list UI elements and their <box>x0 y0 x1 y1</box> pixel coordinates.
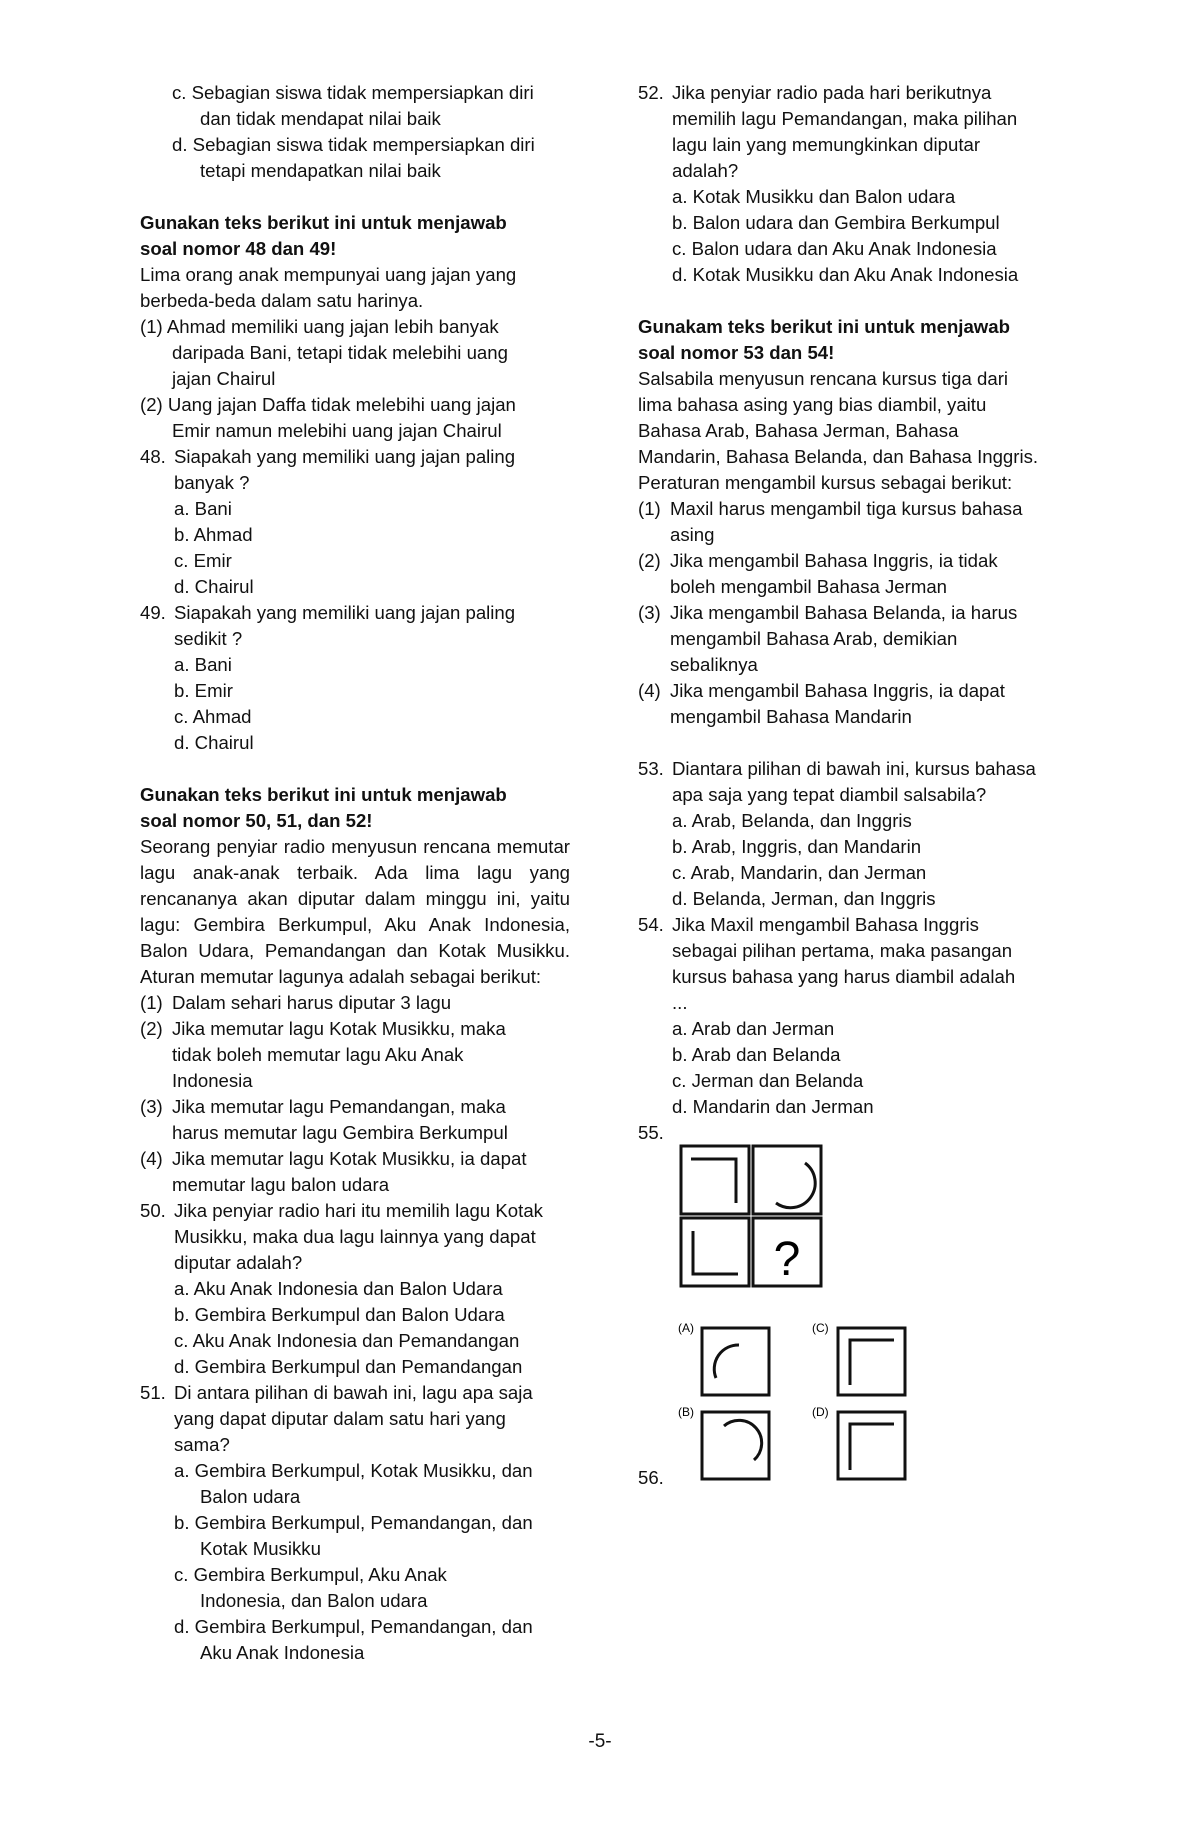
rule-1-cont: jajan Chairul <box>172 368 276 389</box>
rule-2-cont: boleh mengambil Bahasa Jerman <box>670 576 947 597</box>
question-text-cont: ... <box>672 992 688 1013</box>
puzzle-cell-3 <box>681 1218 749 1286</box>
option-a: a. Bani <box>174 498 232 519</box>
option-b: b. Arab, Inggris, dan Mandarin <box>672 836 922 857</box>
option-c: c. Sebagian siswa tidak mempersiapkan diri <box>172 82 534 103</box>
option-d: d. Sebagian siswa tidak mempersiapkan diri <box>172 134 535 155</box>
option-a: a. Aku Anak Indonesia dan Balon Udara <box>174 1278 503 1299</box>
option-d: d. Chairul <box>174 732 254 753</box>
option-a-label: (A) <box>678 1321 694 1335</box>
question-50 <box>140 1198 570 1224</box>
option-c-corner-shape <box>850 1340 894 1385</box>
rule-text: Jika memutar lagu Kotak Musikku, maka <box>172 1018 506 1039</box>
option-b-label: (B) <box>678 1405 694 1419</box>
rule-number: (1) <box>140 992 163 1013</box>
question-48 <box>140 444 570 470</box>
intro-paragraph: Seorang penyiar radio menyusun rencana memutar lagu anak-anak terbaik. Ada lima lagu yang rencananya akan diputar dalam minggu ini, yaitu lagu: Gembira Berkumpul, Aku Anak Indonesia, Balon Udara, Pemandangan dan Kotak Musikku. Aturan memutar lagunya adalah sebagai berikut: <box>140 836 570 987</box>
rule-1: (1) Ahmad memiliki uang jajan lebih banyak <box>140 316 499 337</box>
rule-number: (2) <box>638 550 661 571</box>
question-mark: ? <box>773 1233 801 1286</box>
question-49 <box>140 600 570 626</box>
option-a: a. Kotak Musikku dan Balon udara <box>672 186 956 207</box>
intro-text: berbeda-beda dalam satu harinya. <box>140 290 424 311</box>
left-column <box>140 80 570 1666</box>
rule-number: (4) <box>638 680 661 701</box>
rule-number: (2) <box>140 1018 163 1039</box>
option-c-label: (C) <box>812 1321 829 1335</box>
question-text-cont: kursus bahasa yang harus diambil adalah <box>672 966 1016 987</box>
intro-text: Lima orang anak mempunyai uang jajan yang <box>140 264 517 285</box>
question-53 <box>638 756 1078 782</box>
rule-text: Jika mengambil Bahasa Belanda, ia harus <box>670 602 1018 623</box>
option-d: d. Mandarin dan Jerman <box>672 1096 874 1117</box>
rule-4-cont: memutar lagu balon udara <box>172 1174 390 1195</box>
option-a: a. Arab dan Jerman <box>672 1018 835 1039</box>
question-number: 52. <box>638 82 664 103</box>
option-a-box <box>702 1328 769 1395</box>
question-text: Siapakah yang memiliki uang jajan paling <box>174 446 516 467</box>
intro-text: Mandarin, Bahasa Belanda, dan Bahasa Inggris. <box>638 446 1039 467</box>
option-d-box <box>838 1412 905 1479</box>
question-52 <box>638 80 1078 106</box>
intro-text: Bahasa Arab, Bahasa Jerman, Bahasa <box>638 420 959 441</box>
question-text: Jika Maxil mengambil Bahasa Inggris <box>672 914 979 935</box>
question-text-cont: yang dapat diputar dalam satu hari yang <box>174 1408 506 1429</box>
rule-2: (2) Uang jajan Daffa tidak melebihi uang jajan <box>140 394 516 415</box>
option-c: c. Arab, Mandarin, dan Jerman <box>672 862 927 883</box>
question-number: 48. <box>140 446 166 467</box>
option-b: b. Emir <box>174 680 233 701</box>
answer-options-figure <box>672 1318 932 1493</box>
option-c-cont: dan tidak mendapat nilai baik <box>200 108 441 129</box>
question-number: 51. <box>140 1382 166 1403</box>
rule-text: Jika mengambil Bahasa Inggris, ia dapat <box>670 680 1005 701</box>
option-c: c. Aku Anak Indonesia dan Pemandangan <box>174 1330 520 1351</box>
rule-1-cont: daripada Bani, tetapi tidak melebihi uang <box>172 342 508 363</box>
option-c: c. Balon udara dan Aku Anak Indonesia <box>672 238 997 259</box>
page-number: -5- <box>588 1731 612 1752</box>
intro-text: Salsabila menyusun rencana kursus tiga dari <box>638 368 1009 389</box>
option-c-box <box>838 1328 905 1395</box>
option-c-cont: Indonesia, dan Balon udara <box>200 1590 428 1611</box>
option-b-arc-shape <box>724 1420 762 1460</box>
option-a: a. Bani <box>174 654 232 675</box>
intro-text: lima bahasa asing yang bias diambil, yaitu <box>638 394 987 415</box>
question-text-cont: sama? <box>174 1434 230 1455</box>
option-c: c. Jerman dan Belanda <box>672 1070 864 1091</box>
rule-number: (4) <box>140 1148 163 1169</box>
option-a: a. Gembira Berkumpul, Kotak Musikku, dan <box>174 1460 533 1481</box>
question-56 <box>638 1465 664 1491</box>
puzzle-cell-2 <box>753 1146 821 1214</box>
rule-3 <box>638 600 1078 626</box>
corner-top-right-shape <box>691 1159 736 1203</box>
option-d: d. Chairul <box>174 576 254 597</box>
option-a-arc-shape <box>714 1345 739 1378</box>
rule-text: Jika mengambil Bahasa Inggris, ia tidak <box>670 550 998 571</box>
option-d-cont: Aku Anak Indonesia <box>200 1642 365 1663</box>
question-text: Siapakah yang memiliki uang jajan paling <box>174 602 516 623</box>
arc-bottom-right-shape <box>776 1163 815 1208</box>
option-c: c. Emir <box>174 550 232 571</box>
option-d: d. Belanda, Jerman, dan Inggris <box>672 888 936 909</box>
rule-2-cont: Indonesia <box>172 1070 253 1091</box>
option-c: c. Gembira Berkumpul, Aku Anak <box>174 1564 447 1585</box>
rule-3 <box>140 1094 570 1120</box>
rule-4 <box>638 678 1078 704</box>
rule-2-cont: Emir namun melebihi uang jajan Chairul <box>172 420 502 441</box>
right-column <box>638 80 1078 1146</box>
question-text-cont: Musikku, maka dua lagu lainnya yang dapat <box>174 1226 536 1247</box>
question-text: Jika penyiar radio pada hari berikutnya <box>672 82 992 103</box>
question-number: 56. <box>638 1467 664 1488</box>
rule-1 <box>638 496 1078 522</box>
option-d: d. Gembira Berkumpul dan Pemandangan <box>174 1356 523 1377</box>
question-text-cont: apa saja yang tepat diambil salsabila? <box>672 784 987 805</box>
rule-text: Dalam sehari harus diputar 3 lagu <box>172 992 452 1013</box>
rule-text: Jika memutar lagu Pemandangan, maka <box>172 1096 506 1117</box>
option-b-cont: Kotak Musikku <box>200 1538 321 1559</box>
rule-1-cont: asing <box>670 524 715 545</box>
question-text-cont: memilih lagu Pemandangan, maka pilihan <box>672 108 1018 129</box>
rule-3-cont: harus memutar lagu Gembira Berkumpul <box>172 1122 508 1143</box>
option-d-label: (D) <box>812 1405 829 1419</box>
question-54 <box>638 912 1078 938</box>
section-heading-53-54: Gunakam teks berikut ini untuk menjawab <box>638 316 1010 337</box>
rule-text: Jika memutar lagu Kotak Musikku, ia dapat <box>172 1148 527 1169</box>
rule-number: (1) <box>638 498 661 519</box>
question-text: Di antara pilihan di bawah ini, lagu apa saja <box>174 1382 533 1403</box>
question-text-cont: diputar adalah? <box>174 1252 303 1273</box>
option-d-cont: tetapi mendapatkan nilai baik <box>200 160 441 181</box>
rule-3-cont: sebaliknya <box>670 654 758 675</box>
question-text: Jika penyiar radio hari itu memilih lagu Kotak <box>174 1200 543 1221</box>
question-number: 55. <box>638 1122 664 1143</box>
spacer <box>638 730 1078 756</box>
rule-2 <box>140 1016 570 1042</box>
rule-3-cont: mengambil Bahasa Arab, demikian <box>670 628 958 649</box>
puzzle-grid-figure <box>678 1143 828 1293</box>
question-text-cont: adalah? <box>672 160 739 181</box>
question-number: 54. <box>638 914 664 935</box>
section-heading-53-54-cont: soal nomor 53 dan 54! <box>638 342 835 363</box>
rule-number: (3) <box>140 1096 163 1117</box>
question-number: 49. <box>140 602 166 623</box>
option-b: b. Ahmad <box>174 524 253 545</box>
section-heading-50-52-cont: soal nomor 50, 51, dan 52! <box>140 810 373 831</box>
section-heading-48-49-cont: soal nomor 48 dan 49! <box>140 238 337 259</box>
section-heading-50-52: Gunakan teks berikut ini untuk menjawab <box>140 784 507 805</box>
question-text: Diantara pilihan di bawah ini, kursus bahasa <box>672 758 1036 779</box>
rule-number: (3) <box>638 602 661 623</box>
option-d: d. Gembira Berkumpul, Pemandangan, dan <box>174 1616 533 1637</box>
question-number: 50. <box>140 1200 166 1221</box>
rule-1 <box>140 990 570 1016</box>
question-51 <box>140 1380 570 1406</box>
rule-text: Maxil harus mengambil tiga kursus bahasa <box>670 498 1023 519</box>
option-a-cont: Balon udara <box>200 1486 301 1507</box>
question-number: 53. <box>638 758 664 779</box>
option-b: b. Arab dan Belanda <box>672 1044 841 1065</box>
option-a: a. Arab, Belanda, dan Inggris <box>672 810 912 831</box>
rule-2-cont: tidak boleh memutar lagu Aku Anak <box>172 1044 464 1065</box>
intro-text: Peraturan mengambil kursus sebagai berikut: <box>638 472 1013 493</box>
option-b: b. Gembira Berkumpul, Pemandangan, dan <box>174 1512 533 1533</box>
option-d-corner-shape <box>850 1424 894 1470</box>
question-text-cont: lagu lain yang memungkinkan diputar <box>672 134 981 155</box>
section-heading-48-49: Gunakan teks berikut ini untuk menjawab <box>140 212 507 233</box>
puzzle-cell-1 <box>681 1146 749 1214</box>
rule-4 <box>140 1146 570 1172</box>
option-d: d. Kotak Musikku dan Aku Anak Indonesia <box>672 264 1019 285</box>
corner-bottom-left-shape <box>693 1231 738 1274</box>
rule-2 <box>638 548 1078 574</box>
question-text-cont: banyak ? <box>174 472 250 493</box>
rule-4-cont: mengambil Bahasa Mandarin <box>670 706 912 727</box>
question-text-cont: sedikit ? <box>174 628 243 649</box>
question-text-cont: sebagai pilihan pertama, maka pasangan <box>672 940 1013 961</box>
option-c: c. Ahmad <box>174 706 252 727</box>
option-b: b. Balon udara dan Gembira Berkumpul <box>672 212 1000 233</box>
option-b: b. Gembira Berkumpul dan Balon Udara <box>174 1304 505 1325</box>
